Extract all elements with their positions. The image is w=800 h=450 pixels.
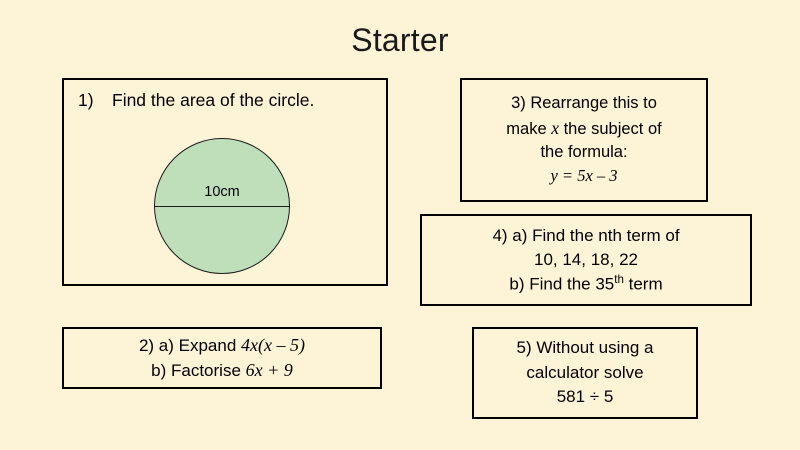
question-2-box xyxy=(62,327,382,389)
question-2-line-1-math: 4x(x – 5) xyxy=(241,335,306,356)
question-2-line-1 xyxy=(139,333,305,358)
question-1-number: 1) xyxy=(78,90,94,110)
question-4-line-3-after: term xyxy=(623,274,663,294)
circle-diagram xyxy=(154,138,290,274)
question-3-line-2 xyxy=(506,116,661,141)
question-2-line-2-math: 6x + 9 xyxy=(245,360,293,380)
question-5-calculation: 581 ÷ 5 xyxy=(556,387,614,407)
question-5-line-2: calculator solve xyxy=(526,362,644,382)
question-3-formula: y = 5x – 3 xyxy=(550,166,618,186)
question-5-box xyxy=(472,327,698,419)
question-5-line-1: 5) Without using a xyxy=(516,338,654,358)
question-4-line-1: 4) a) Find the nth term of xyxy=(492,225,680,245)
question-2-line-2 xyxy=(151,358,293,383)
question-3-line-2-after: the subject of xyxy=(558,119,662,138)
diameter-label: 10cm xyxy=(204,184,240,200)
diameter-line xyxy=(154,206,290,207)
question-4-line-3 xyxy=(509,272,662,296)
question-3-line-2-before: make xyxy=(506,119,552,138)
question-1-prompt: Find the area of the circle. xyxy=(112,90,315,110)
question-3-line-1: 3) Rearrange this to xyxy=(511,94,657,113)
question-1-box xyxy=(62,78,388,286)
page-title: Starter xyxy=(351,22,449,58)
question-4-box xyxy=(420,214,752,306)
question-2-line-1-prefix: 2) a) Expand xyxy=(138,336,242,356)
question-4-ordinal-suffix: th xyxy=(614,273,624,286)
question-3-box xyxy=(460,78,708,202)
question-3-line-2-math: x xyxy=(551,117,559,138)
question-2-line-2-prefix: b) Factorise xyxy=(151,361,246,380)
question-3-line-3: the formula: xyxy=(540,143,628,161)
question-4-line-3-before: b) Find the 35 xyxy=(509,274,615,294)
question-1-text xyxy=(78,90,314,111)
question-4-sequence: 10, 14, 18, 22 xyxy=(534,249,638,269)
